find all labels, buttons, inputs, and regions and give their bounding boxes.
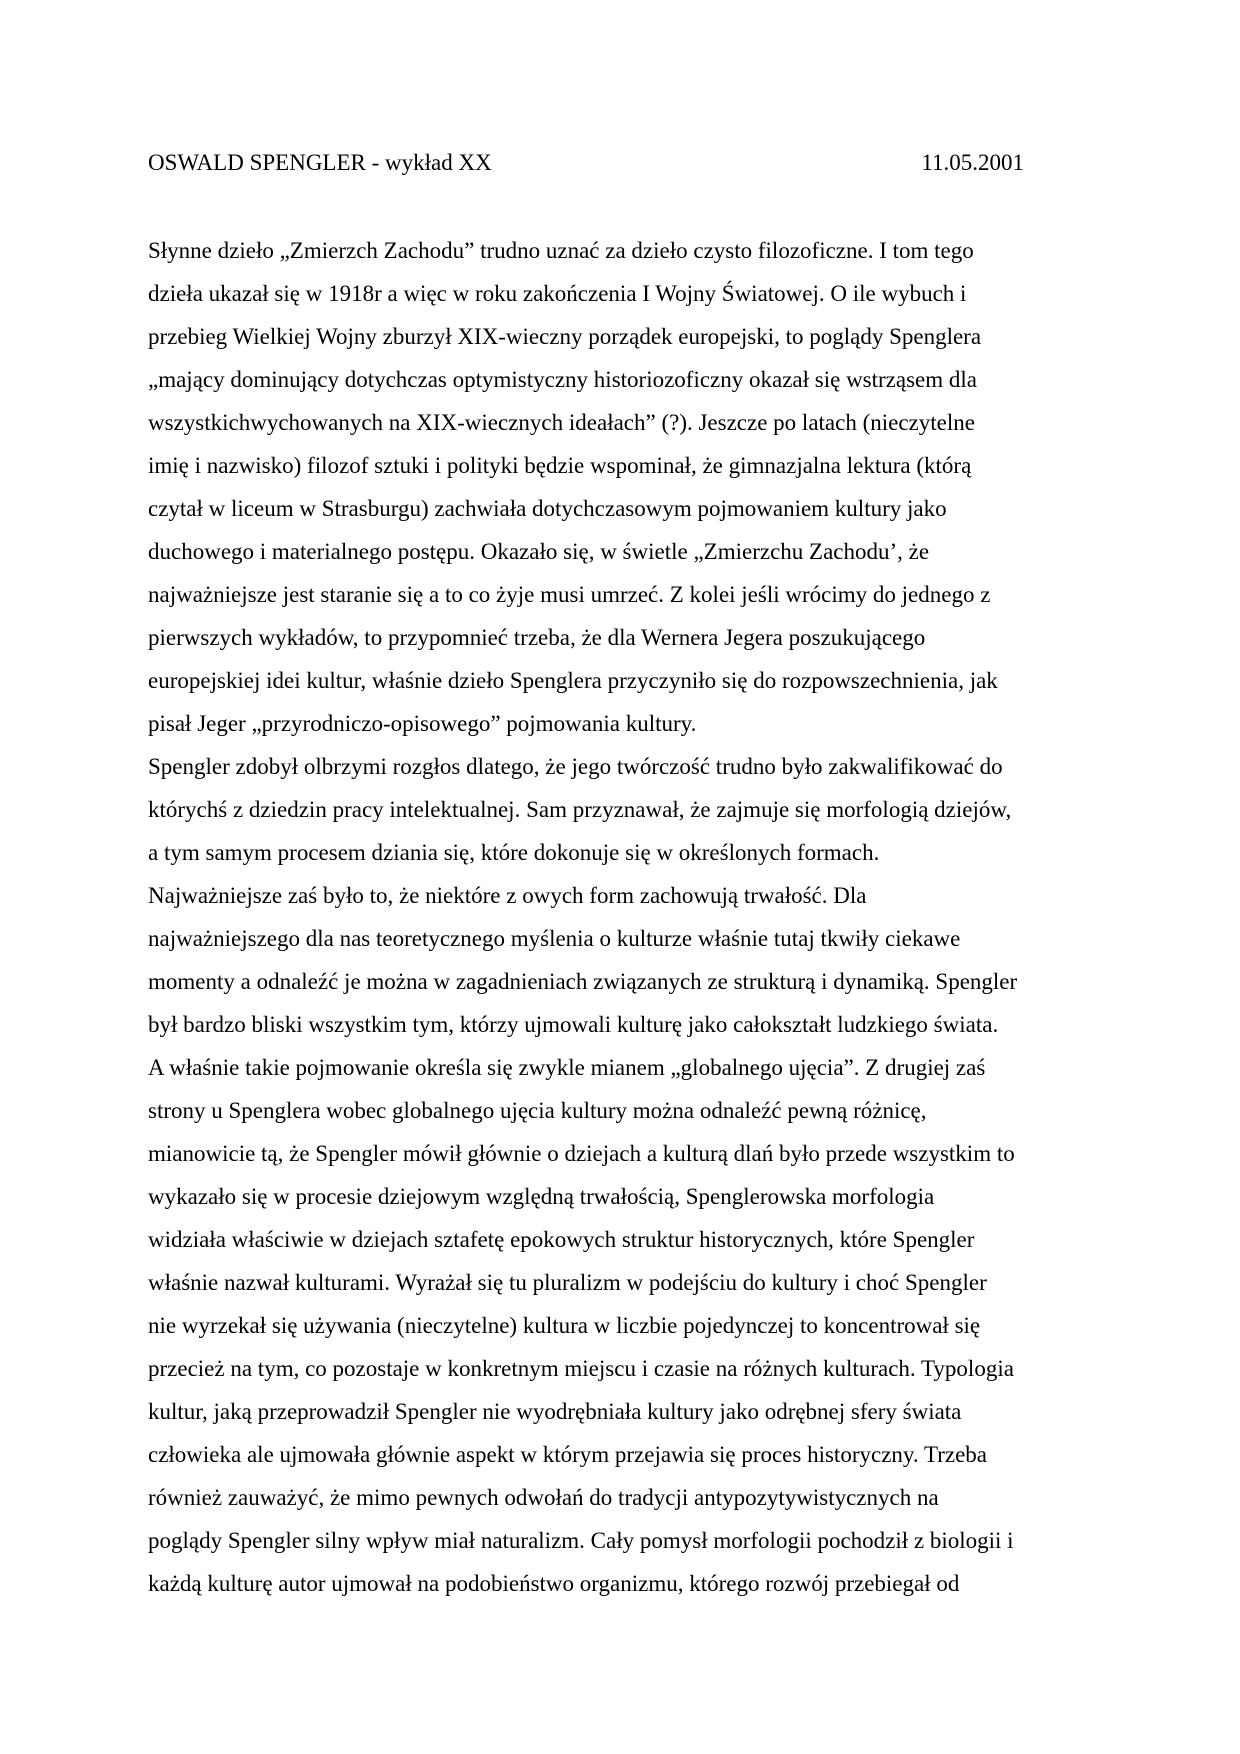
text-line: dzieła ukazał się w 1918r a więc w roku zakończenia I Wojny Światowej. O ile wybuch i <box>148 281 967 306</box>
text-line: przebieg Wielkiej Wojny zburzył XIX-wieczny porządek europejski, to poglądy Spenglera <box>148 324 982 349</box>
text-line: Spengler zdobył olbrzymi rozgłos dlatego, że jego twórczość trudno było zakwalifikować do <box>148 754 1003 779</box>
text-line: najważniejsze jest staranie się a to co żyje musi umrzeć. Z kolei jeśli wrócimy do jednego z <box>148 582 991 607</box>
text-line: „mający dominujący dotychczas optymistyczny historiozoficzny okazał się wstrząsem dla <box>148 367 977 392</box>
text-line: mianowicie tą, że Spengler mówił głównie o dziejach a kulturą dlań było przede wszystkim to <box>148 1141 1015 1166</box>
text-line: imię i nazwisko) filozof sztuki i polityki będzie wspominał, że gimnazjalna lektura (którą <box>148 453 972 478</box>
text-line: momenty a odnaleźć je można w zagadnieniach związanych ze strukturą i dynamiką. Spengler <box>148 969 1018 994</box>
text-line: poglądy Spengler silny wpływ miał naturalizm. Cały pomysł morfologii pochodził z biologii i <box>148 1528 1014 1553</box>
text-line: był bardzo bliski wszystkim tym, którzy ujmowali kulturę jako całokształt ludzkiego świata. <box>148 1012 999 1037</box>
text-line: najważniejszego dla nas teoretycznego myślenia o kulturze właśnie tutaj tkwiły ciekawe <box>148 926 961 951</box>
text-line: przecież na tym, co pozostaje w konkretnym miejscu i czasie na różnych kulturach. Typologia <box>148 1356 1014 1381</box>
text-line: widziała właściwie w dziejach sztafetę epokowych struktur historycznych, które Spengler <box>148 1227 975 1252</box>
text-line: człowieka ale ujmowała głównie aspekt w którym przejawia się proces historyczny. Trzeba <box>148 1442 988 1467</box>
text-line: którychś z dziedzin pracy intelektualnej. Sam przyznawał, że zajmuje się morfologią dziejów, <box>148 797 1012 822</box>
text-line: Najważniejsze zaś było to, że niektóre z owych form zachowują trwałość. Dla <box>148 883 867 908</box>
text-line: europejskiej idei kultur, właśnie dzieło Spenglera przyczyniło się do rozpowszechnienia, jak <box>148 668 998 693</box>
text-line: pisał Jeger „przyrodniczo-opisowego” pojmowania kultury. <box>148 711 697 736</box>
text-line: a tym samym procesem dziania się, które dokonuje się w określonych formach. <box>148 840 880 865</box>
document-header <box>148 148 1024 178</box>
text-line: strony u Spenglera wobec globalnego ujęcia kultury można odnaleźć pewną różnicę, <box>148 1098 927 1123</box>
body-text <box>148 229 1098 1605</box>
text-line: Słynne dzieło „Zmierzch Zachodu” trudno uznać za dzieło czysto filozoficzne. I tom tego <box>148 238 974 263</box>
text-line: A właśnie takie pojmowanie określa się zwykle mianem „globalnego ujęcia”. Z drugiej zaś <box>148 1055 986 1080</box>
text-line: każdą kulturę autor ujmował na podobieństwo organizmu, którego rozwój przebiegał od <box>148 1571 960 1596</box>
text-line: nie wyrzekał się używania (nieczytelne) kultura w liczbie pojedynczej to koncentrował się <box>148 1313 981 1338</box>
text-line: pierwszych wykładów, to przypomnieć trzeba, że dla Wernera Jegera poszukującego <box>148 625 926 650</box>
text-line: wykazało się w procesie dziejowym względną trwałością, Spenglerowska morfologia <box>148 1184 935 1209</box>
text-line: wszystkichwychowanych na XIX-wiecznych ideałach” (?). Jeszcze po latach (nieczytelne <box>148 410 975 435</box>
text-line: duchowego i materialnego postępu. Okazało się, w świetle „Zmierzchu Zachodu’, że <box>148 539 930 564</box>
text-line: właśnie nazwał kulturami. Wyrażał się tu pluralizm w podejściu do kultury i choć Spengler <box>148 1270 987 1295</box>
text-line: również zauważyć, że mimo pewnych odwołań do tradycji antypozytywistycznych na <box>148 1485 939 1510</box>
text-line: czytał w liceum w Strasburgu) zachwiała dotychczasowym pojmowaniem kultury jako <box>148 496 947 521</box>
lecture-date: 11.05.2001 <box>921 150 1024 175</box>
text-line: kultur, jaką przeprowadził Spengler nie wyodrębniała kultury jako odrębnej sfery świata <box>148 1399 962 1424</box>
lecture-title: OSWALD SPENGLER - wykład XX <box>148 150 492 175</box>
